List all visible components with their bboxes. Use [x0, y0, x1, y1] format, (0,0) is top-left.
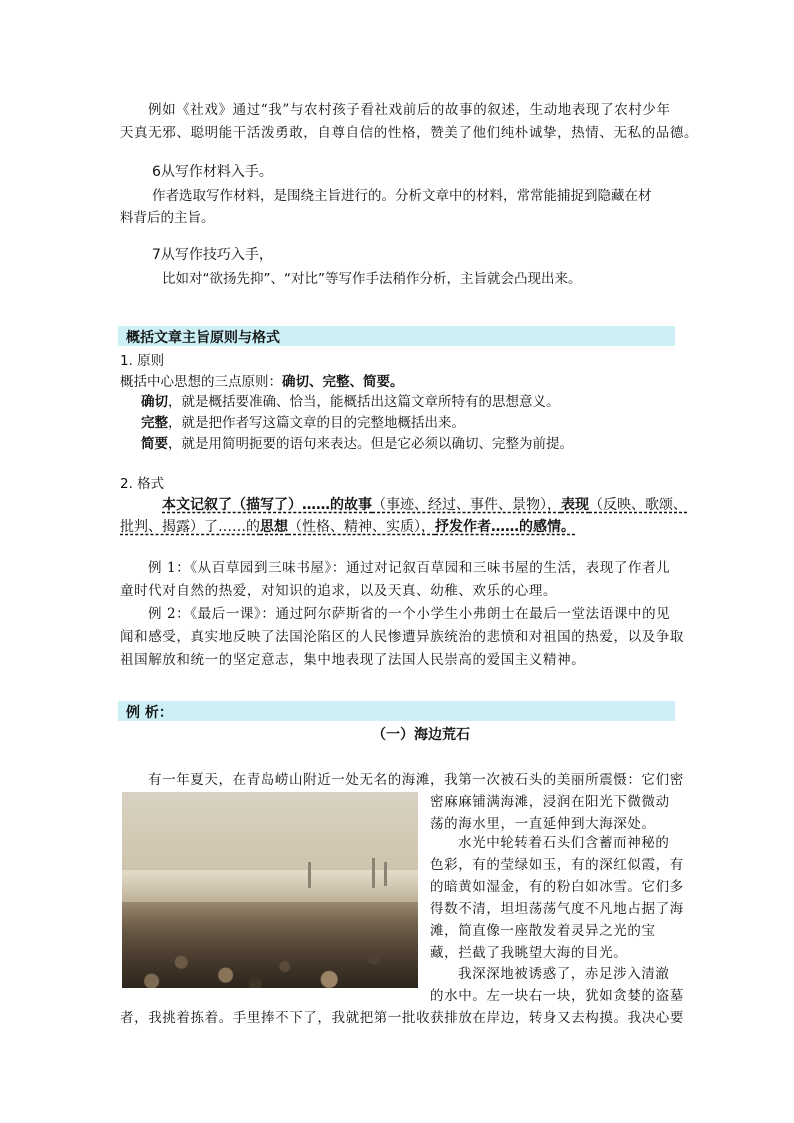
paragraph-1-line-2: 天真无邪、聪明能干活泼勇敢，自尊自信的性格，赞美了他们纯朴诚挚，热情、无私的品德。	[120, 125, 699, 141]
format-line-2-a: 批判、揭露）了……的	[120, 519, 260, 535]
article-line-5: 色彩，有的莹绿如玉，有的深红似霞，有	[430, 857, 684, 873]
principle-rule-1-text: ，就是概括要准确、恰当，能概括出这篇文章所特有的思想意义。	[168, 394, 560, 410]
article-line-11: 的水中。左一块右一块，犹如贪婪的盗墓	[430, 988, 684, 1004]
article-line-2: 密麻麻铺满海滩，浸润在阳光下微微动	[430, 794, 670, 810]
section-band-analysis-title: 例 析：	[126, 705, 173, 721]
principle-rule-1	[141, 390, 560, 410]
format-line-2-d: 抒发作者……的感情。	[435, 519, 575, 535]
article-title: （一）海边荒石	[372, 727, 470, 743]
article-line-10: 我深深地被诱惑了，赤足涉入清澈	[458, 966, 670, 982]
example-1-line-1: 例 1：《从百草园到三味书屋》：通过对记叙百草园和三味书屋的生活，表现了作者儿	[148, 560, 671, 576]
principle-intro-keywords: 确切、完整、简要。	[282, 374, 404, 390]
article-line-8: 滩，简直像一座散发着灵异之光的宝	[430, 923, 656, 939]
article-line-6: 的暗黄如湿金，有的粉白如冰雪。它们多	[430, 879, 684, 895]
section-6-heading: 6从写作材料入手。	[152, 164, 273, 180]
article-line-3: 荡的海水里，一直延伸到大海深处。	[430, 816, 656, 832]
principle-intro	[120, 370, 404, 390]
principle-rule-3-term: 简要	[141, 436, 168, 452]
section-band-analysis	[118, 701, 675, 721]
principle-rule-2-term: 完整	[141, 415, 168, 431]
format-line-2	[120, 516, 575, 536]
example-1-line-2: 童时代对自然的热爱，对知识的追求，以及天真、幼稚、欢乐的心理。	[120, 583, 558, 599]
section-band-principles-title: 概括文章主旨原则与格式	[126, 330, 280, 346]
format-title: 2. 格式	[120, 476, 165, 492]
example-2-line-3: 祖国解放和统一的坚定意志，集中地表现了法国人民崇高的爱国主义精神。	[120, 652, 586, 668]
section-band-principles	[118, 326, 675, 346]
paragraph-1-line-1: 例如《社戏》通过“我”与农村孩子看社戏前后的故事的叙述，生动地表现了农村少年	[148, 102, 671, 118]
article-line-4: 水光中轮转着石头们含蓄而神秘的	[458, 835, 670, 851]
format-line-2-b: 思想	[260, 519, 288, 535]
section-7-heading: 7从写作技巧入手，	[152, 247, 273, 263]
distant-post	[372, 858, 375, 888]
format-line-1	[162, 494, 687, 514]
section-7-line-1: 比如对“欲扬先抑”、“对比”等写作手法稍作分析，主旨就会凸现出来。	[162, 271, 582, 287]
principle-rule-1-term: 确切	[141, 394, 168, 410]
format-line-1-d: （反映、歌颂、	[589, 497, 687, 513]
distant-post	[308, 862, 311, 888]
format-line-1-a: 本文记叙了（描写了）……的故事	[162, 497, 372, 513]
distant-post	[384, 862, 387, 886]
principle-rule-3	[141, 432, 573, 452]
principle-rule-3-text: ，就是用简明扼要的语句来表达。但是它必须以确切、完整为前提。	[168, 436, 573, 452]
example-2-line-1: 例 2：《最后一课》：通过阿尔萨斯省的一个小学生小弗朗士在最后一堂法语课中的见	[148, 606, 671, 622]
principle-title: 1. 原则	[120, 353, 165, 369]
pebble-foreground	[122, 902, 418, 988]
section-6-line-1: 作者选取写作材料，是围绕主旨进行的。分析文章中的材料，常常能捕捉到隐藏在材	[152, 188, 652, 204]
beach-stones-photo	[122, 792, 418, 988]
example-2-line-2: 闻和感受，真实地反映了法国沦陷区的人民惨遭异族统治的悲愤和对祖国的热爱，以及争取	[120, 629, 684, 645]
format-line-2-c: （性格、精神、实质），	[288, 519, 435, 535]
article-line-9: 藏，拦截了我眺望大海的目光。	[430, 945, 628, 961]
article-line-1: 有一年夏天，在青岛崂山附近一处无名的海滩，我第一次被石头的美丽所震慑：它们密	[148, 772, 684, 788]
format-line-1-c: 表现	[561, 497, 589, 513]
section-6-line-2: 料背后的主旨。	[120, 210, 215, 226]
principle-rule-2	[141, 411, 465, 431]
article-line-7: 得数不清，坦坦荡荡气度不凡地占据了海	[430, 901, 684, 917]
principle-intro-text: 概括中心思想的三点原则：	[120, 374, 282, 390]
format-line-1-b: （事迹、经过、事件、景物），	[372, 497, 561, 513]
article-line-12: 者，我挑着拣着。手里捧不下了，我就把第一批收获排放在岸边，转身又去构摸。我决心要	[120, 1010, 684, 1026]
principle-rule-2-text: ，就是把作者写这篇文章的目的完整地概括出来。	[168, 415, 465, 431]
